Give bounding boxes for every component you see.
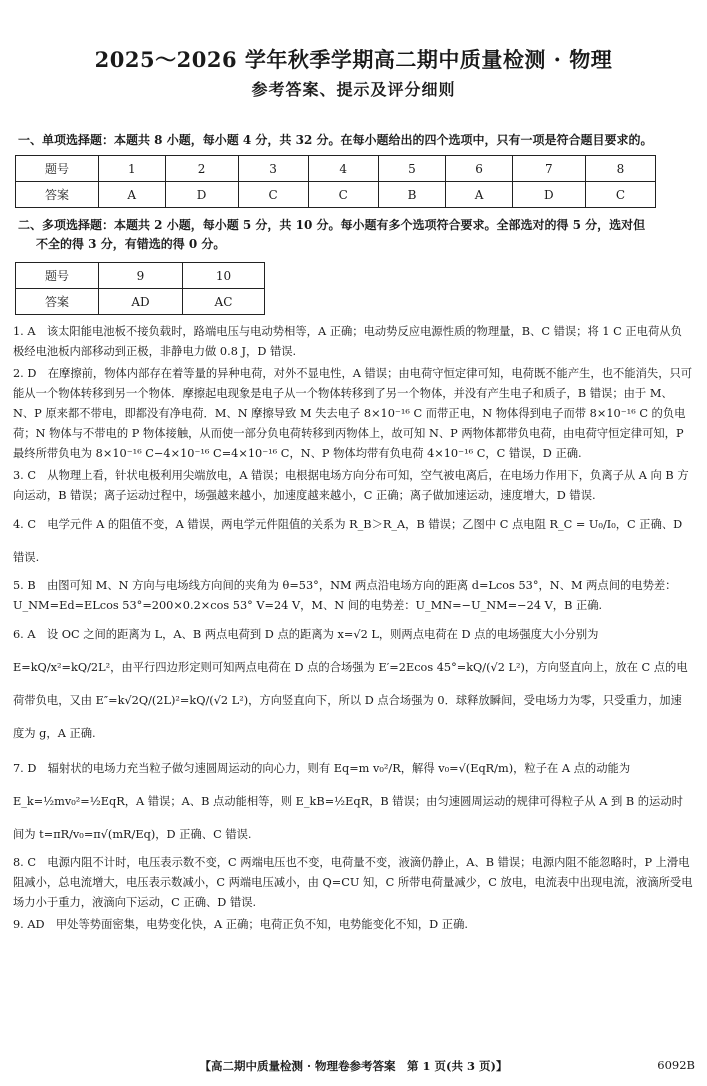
explanation-9: 9. AD 甲处等势面密集，电势变化快，A 正确；电荷正负不知，电势能变化不知，D 正确. — [13, 918, 468, 931]
table-cell-answer: D — [512, 182, 585, 208]
table-cell-number: 8 — [585, 156, 655, 182]
explanation-2: 2. D 在摩擦前，物体内部存在着等量的异种电荷，对外不显电性，A 错误；由电荷守恒定律可知，电荷既不能产生，也不能消失，只可能从一个物体转移到另一个物体．摩擦起电现象是电子从一个物体转移到了另一个物体，并没有产生电子和质子，B 错误；由于 M、N、P 原来都不带电，即都没有净电荷．M、N 摩擦导致 M 失去电子 8×10⁻¹⁶ C 而带正电，N 物体得到电子而带 8×10⁻¹⁶ C 的负电荷；N 物体与不带电的 P 物体接触，从而使一部分负电荷转移到丙物体上，故可知 N、P 两物体都带负电荷，由电荷守恒定律可知，P 最终所带负电为 8×10⁻¹⁶ C−4×10⁻¹⁶ C=4×10⁻¹⁶ C，N、P 物体均带有负电荷 4×10⁻¹⁶ C，C 错误，D 正确. — [13, 367, 693, 460]
table-cell-answer: C — [308, 182, 378, 208]
table-row — [16, 263, 265, 289]
row-label-answer: 答案 — [16, 289, 99, 315]
explanation-7: 7. D 辐射状的电场力充当粒子做匀速圆周运动的向心力，则有 Eq=m v₀²/R，解得 v₀=√(EqR/m)，粒子在 A 点的动能为 E_k=½mv₀²=½EqR，A 错误；A、B 点动能相等，则 E_kB=½EqR，B 错误；由匀速圆周运动的规律可得粒子从 A 到 B 的运动时间为 t=πR/v₀=π√(mR/Eq)，D 正确、C 错误. — [13, 762, 683, 841]
table-cell-number: 1 — [99, 156, 166, 182]
table-cell-answer: AD — [99, 289, 183, 315]
section2-heading-line2: 不全的得 3 分，有错选的得 0 分。 — [36, 237, 226, 251]
table-cell-answer: A — [446, 182, 513, 208]
explanation-1: 1. A 该太阳能电池板不接负载时，路端电压与电动势相等，A 正确；电动势反应电源性质的物理量，B、C 错误；将 1 C 正电荷从负极经电池板内部移动到正极，非静电力做 0.8 J，D 错误. — [13, 325, 682, 358]
table-cell-answer: A — [99, 182, 166, 208]
explanation-8: 8. C 电源内阻不计时，电压表示数不变，C 两端电压也不变，电荷量不变，液滴仍静止，A、B 错误；电源内阻不能忽略时，P 上滑电阻减小，总电流增大，电压表示数减小，C 两端电压减小，由 Q=CU 知，C 所带电荷量减少，C 放电，电流表中出现电流，液滴所受电场力小于重力，液滴向下运动，C 正确、D 错误. — [13, 856, 693, 909]
table-cell-number: 2 — [165, 156, 238, 182]
table-cell-number: 9 — [99, 263, 183, 289]
table-cell-number: 6 — [446, 156, 513, 182]
explanations — [13, 322, 693, 937]
table-cell-answer: C — [585, 182, 655, 208]
document-code: 6092B — [657, 1058, 695, 1072]
table-row — [16, 156, 656, 182]
section2-heading-line1: 二、多项选择题：本题共 2 小题，每小题 5 分，共 10 分。每小题有多个选项符合要求。全部选对的得 5 分，选对但 — [18, 218, 646, 232]
table-cell-number: 4 — [308, 156, 378, 182]
explanation-6: 6. A 设 OC 之间的距离为 L，A、B 两点电荷到 D 点的距离为 x=√2 L，则两点电荷在 D 点的电场强度大小分别为 E=kQ/x²=kQ/2L²，由平行四边形定则可知两点电荷在 D 点的合场强为 E′=2Ecos 45°=kQ/(√2 L²)，方向竖直向上，放在 C 点的电荷带负电，又由 E″=k√2Q/(2L)²=kQ/(√2 L²)，方向竖直向下，所以 D 点合场强为 0．球释放瞬间，受电场力为零，只受重力，加速度为 g，A 正确. — [13, 628, 688, 740]
section2-heading — [18, 216, 694, 254]
section1-heading: 一、单项选择题：本题共 8 小题，每小题 4 分，共 32 分。在每小题给出的四个选项中，只有一项是符合题目要求的。 — [18, 133, 653, 147]
table-cell-number: 10 — [182, 263, 264, 289]
row-label-question: 题号 — [16, 156, 99, 182]
table-cell-answer: C — [238, 182, 308, 208]
page-title: 2025～2026 学年秋季学期高二期中质量检测 · 物理 — [94, 47, 613, 72]
row-label-answer: 答案 — [16, 182, 99, 208]
table-row — [16, 182, 656, 208]
page-subtitle: 参考答案、提示及评分细则 — [251, 80, 456, 99]
table-cell-number: 7 — [512, 156, 585, 182]
explanation-3: 3. C 从物理上看，针状电极利用尖端放电，A 错误；电根据电场方向分布可知，空气被电离后，在电场力作用下，负离子从 A 向 B 方向运动，B 错误；离子运动过程中，场强越来越小，加速度越来越小，C 正确；离子做加速运动，速度增大，D 错误. — [13, 469, 689, 502]
explanation-4: 4. C 电学元件 A 的阻值不变，A 错误，两电学元件阻值的关系为 R_B＞R_A，B 错误；乙图中 C 点电阻 R_C = U₀/I₀，C 正确、D 错误. — [13, 518, 683, 564]
section1-answer-table — [15, 155, 656, 208]
row-label-question: 题号 — [16, 263, 99, 289]
explanation-5: 5. B 由图可知 M、N 方向与电场线方向间的夹角为 θ=53°，NM 两点沿电场方向的距离 d=Lcos 53°，N、M 两点间的电势差：U_NM=Ed=ELcos 53°=200×0.2×cos 53° V=24 V，M、N 间的电势差：U_MN=−U_NM=−24 V，B 正确. — [13, 579, 677, 612]
table-row — [16, 289, 265, 315]
table-cell-answer: D — [165, 182, 238, 208]
page-footer: 【高二期中质量检测 · 物理卷参考答案 第 1 页(共 3 页)】 — [199, 1059, 508, 1073]
table-cell-number: 3 — [238, 156, 308, 182]
section2-answer-table — [15, 262, 265, 315]
table-cell-answer: AC — [182, 289, 264, 315]
table-cell-answer: B — [378, 182, 446, 208]
table-cell-number: 5 — [378, 156, 446, 182]
